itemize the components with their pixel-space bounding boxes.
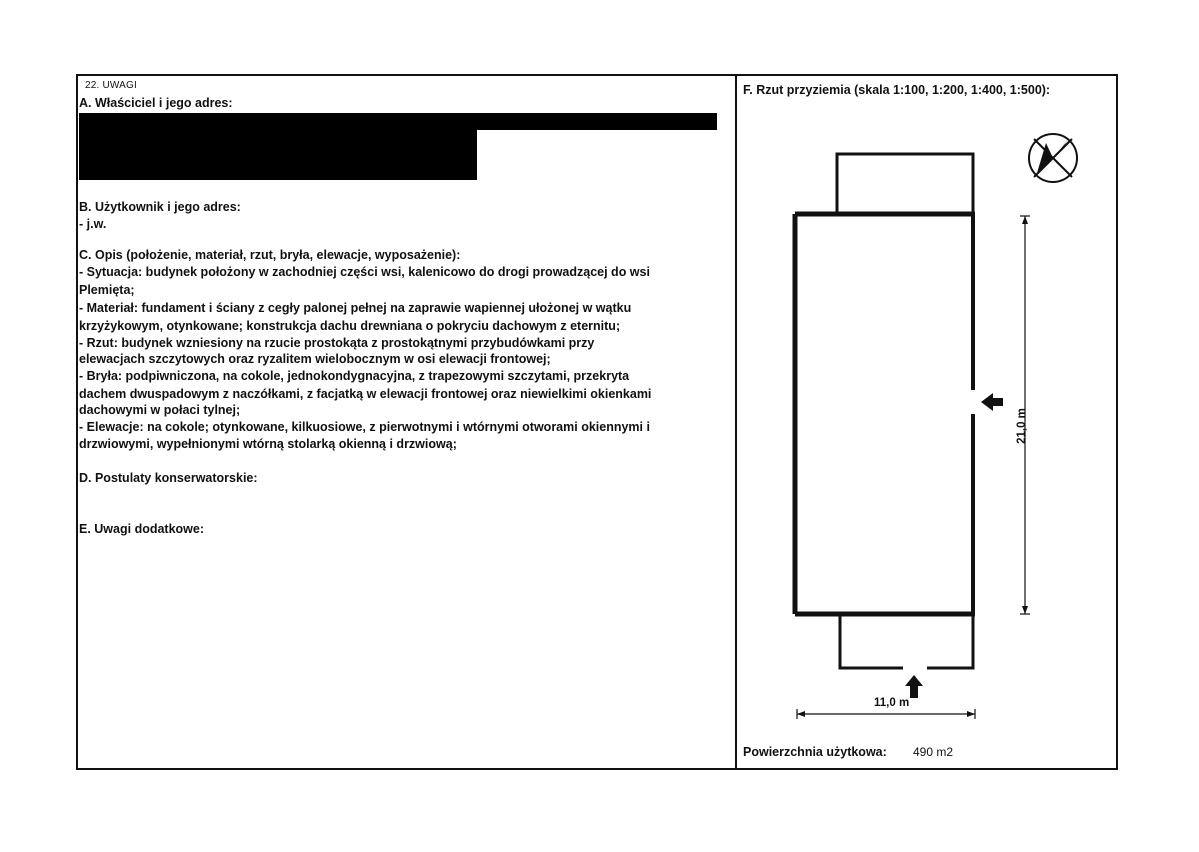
conservation-heading: D. Postulaty konserwatorskie:: [79, 471, 258, 485]
owner-heading: A. Właściciel i jego adres:: [79, 96, 233, 110]
length-label: 21,0 m: [1015, 408, 1028, 444]
top-annex: [837, 154, 973, 214]
description-line: Plemięta;: [79, 283, 135, 297]
description-line: dachem dwuspadowym z naczółkami, z facjatką w elewacji frontowej oraz niewielkimi okienkami: [79, 387, 652, 401]
user-value: - j.w.: [79, 217, 107, 231]
entrance-arrow-icon: [981, 393, 1003, 411]
north-arrow-icon: [1029, 134, 1077, 182]
redaction-bar: [79, 113, 717, 130]
floor-plan: [737, 110, 1117, 730]
description-line: - Rzut: budynek wzniesiony na rzucie prostokąta z prostokątnymi przybudówkami przy: [79, 336, 595, 350]
bottom-annex: [840, 614, 973, 668]
description-line: - Bryła: podpiwniczona, na cokole, jednokondygnacyjna, z trapezowymi szczytami, przekryta: [79, 369, 630, 383]
area-value: 490 m2: [913, 745, 954, 759]
section-number: 22. UWAGI: [85, 80, 137, 91]
width-label: 11,0 m: [874, 697, 910, 709]
description-line: drzwiowymi, wypełnionymi wtórną stolarką okienną i drzwiową;: [79, 437, 457, 451]
redaction-block: [79, 130, 477, 180]
description-line: krzyżykowym, otynkowane; konstrukcja dachu drewniana o pokryciu dachowym z eternitu;: [79, 319, 621, 333]
description-line: elewacjach szczytowych oraz ryzalitem wielobocznym w osi elewacji frontowej;: [79, 352, 551, 366]
plan-title: F. Rzut przyziemia (skala 1:100, 1:200, 1:400, 1:500):: [743, 83, 1051, 97]
description-line: - Sytuacja: budynek położony w zachodniej części wsi, kalenicowo do drogi prowadzącej do wsi: [79, 265, 650, 279]
description-line: dachowymi w połaci tylnej;: [79, 403, 241, 417]
description-line: - Elewacje: na cokole; otynkowane, kilkuosiowe, z pierwotnymi i wtórnymi otworami okiennymi i: [79, 420, 650, 434]
user-heading: B. Użytkownik i jego adres:: [79, 200, 241, 214]
area-label: Powierzchnia użytkowa:: [743, 745, 887, 759]
description-heading: C. Opis (położenie, materiał, rzut, bryła, elewacje, wyposażenie):: [79, 248, 461, 262]
width-dimension-line: [797, 709, 975, 719]
additional-heading: E. Uwagi dodatkowe:: [79, 522, 205, 536]
entrance-arrow-icon: [905, 675, 923, 698]
main-building: [795, 214, 975, 614]
description-line: - Materiał: fundament i ściany z cegły palonej pełnej na zaprawie wapiennej ułożonej w wątku: [79, 301, 632, 315]
